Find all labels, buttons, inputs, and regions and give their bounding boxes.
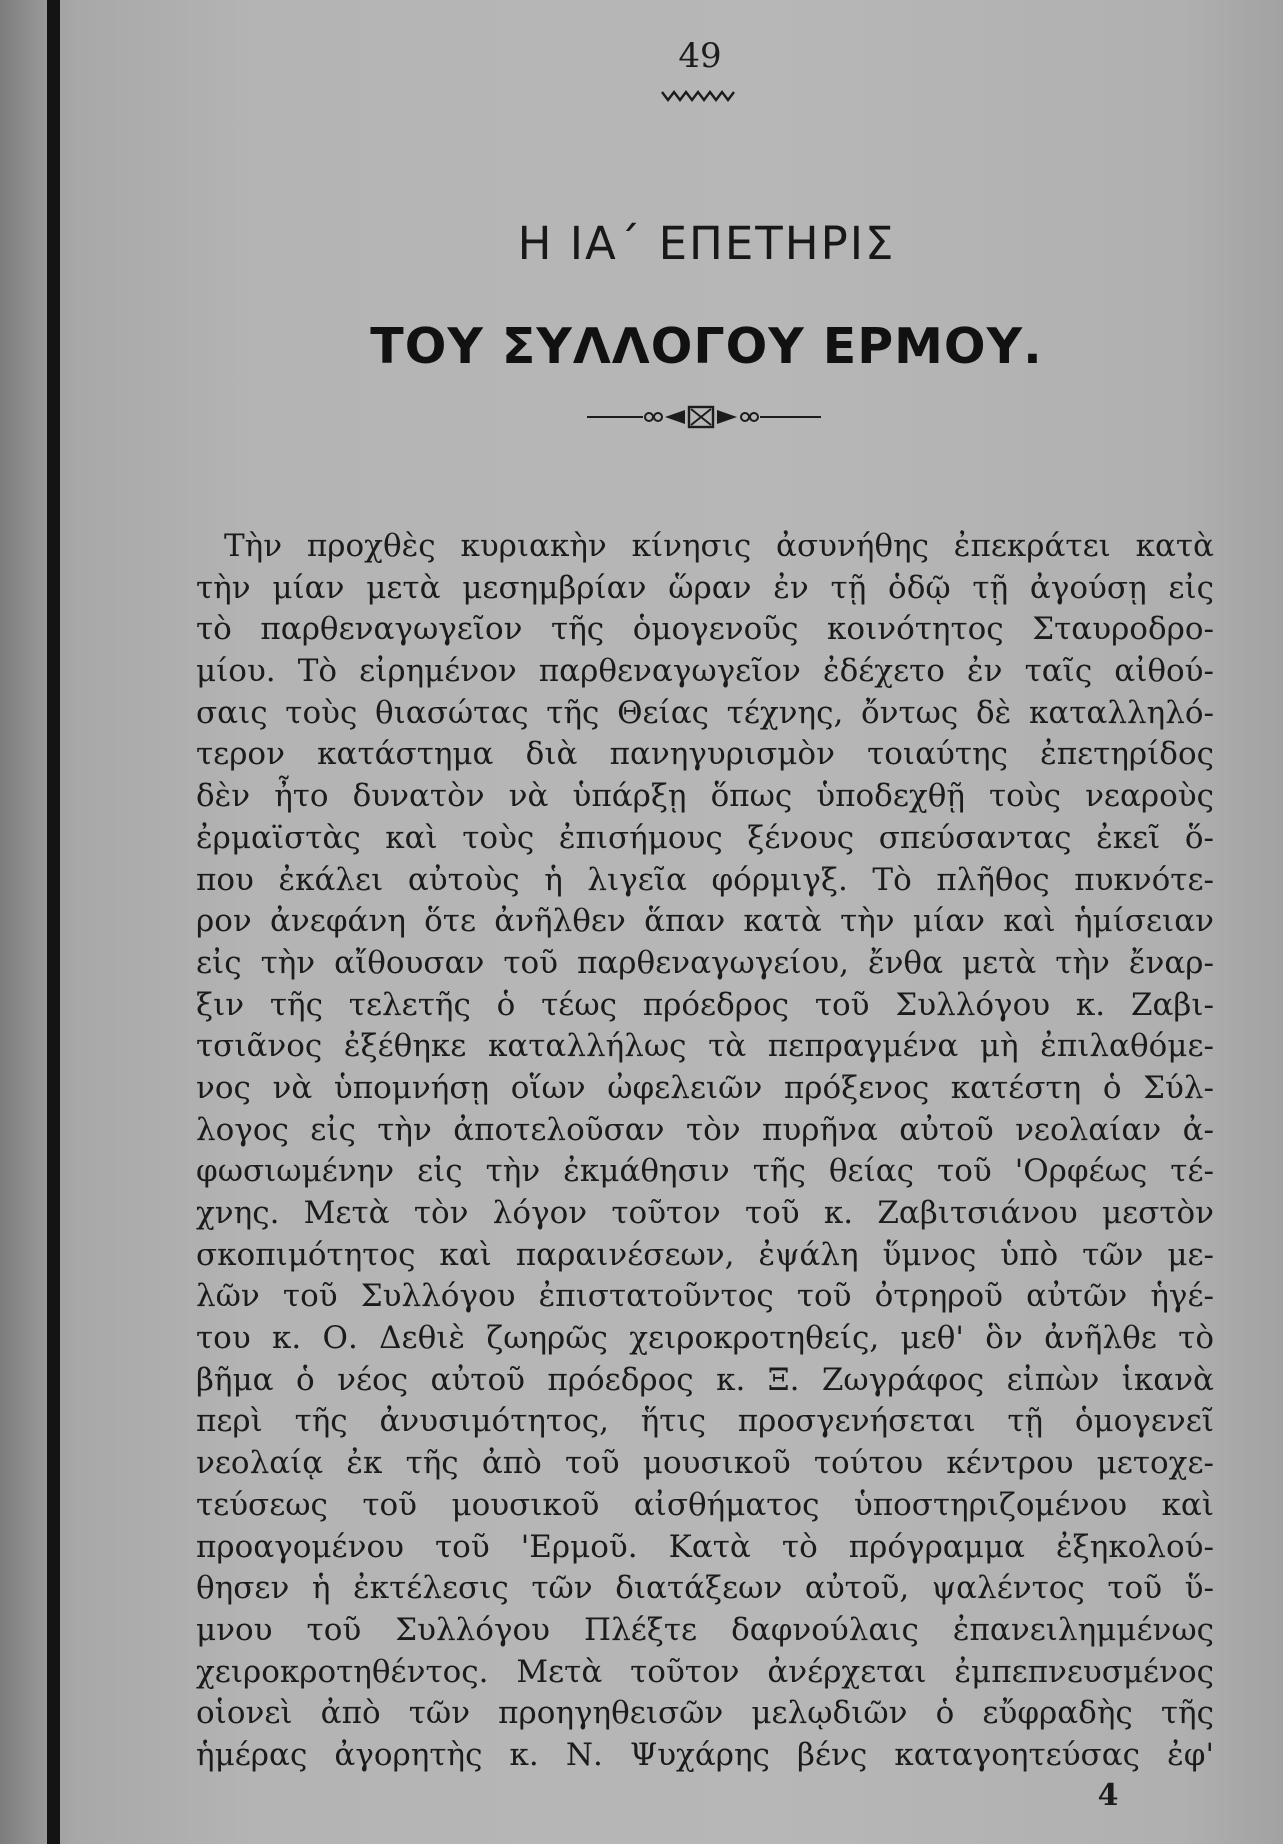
body-line: φωσιωμένην εἰς τὴν ἐκμάθησιν τῆς θείας τοῦ 'Ορφέως τέ- [196,1153,1214,1190]
body-line: τεύσεως τοῦ μουσικοῦ αἰσθήματος ὑποστηριζομένου καὶ [196,1486,1214,1523]
body-line: ξιν τῆς τελετῆς ὁ τέως πρόεδρος τοῦ Συλλόγου κ. Ζαβι- [196,986,1214,1023]
body-line: μίου. Τὸ εἰρημένον παρθεναγωγεῖον ἐδέχετο ἐν ταῖς αἰθού- [196,653,1214,690]
title-line-2: ΤΟΥ ΣΥΛΛΟΓΟΥ ΕΡΜΟΥ. [370,318,1043,375]
binding-spine [47,0,60,1844]
body-line: χειροκροτηθέντος. Μετὰ τοῦτον ἀνέρχεται ἐμπεπνευσμένος [196,1653,1214,1690]
body-line: οἱονεὶ ἀπὸ τῶν προηγηθεισῶν μελῳδιῶν ὁ εὔφραδὴς τῆς [196,1695,1214,1732]
body-line: μνου τοῦ Συλλόγου Πλέξτε δαφνούλαις ἐπανειλημμένως [196,1611,1214,1648]
body-line: Τὴν προχθὲς κυριακὴν κίνησις ἀσυνήθης ἐπεκράτει κατὰ [224,528,1214,564]
title-line-1: Η ΙΑ΄ ΕΠΕΤΗΡΙΣ [517,217,896,270]
body-line: βῆμα ὁ νέος αὐτοῦ πρόεδρος κ. Ξ. Ζωγράφος εἰπὼν ἱκανὰ [196,1361,1214,1398]
body-line: τὴν μίαν μετὰ μεσημβρίαν ὥραν ἐν τῇ ὁδῷ τῇ ἀγούσῃ εἰς [196,569,1214,606]
ornamental-divider-icon [585,404,825,430]
body-line: λογος εἰς τὴν ἀποτελοῦσαν τὸν πυρῆνα αὐτοῦ νεολαίαν ἀ- [196,1111,1214,1148]
wave-rule-icon [660,88,738,104]
body-line: θησεν ἡ ἐκτέλεσις τῶν διατάξεων αὐτοῦ, ψαλέντος τοῦ ὕ- [196,1570,1214,1607]
signature-mark: 4 [1097,1778,1119,1813]
page-number: 49 [678,36,722,76]
page-edge-shadow [0,0,47,1844]
body-line: ἐρμαϊστὰς καὶ τοὺς ἐπισήμους ξένους σπεύσαντας ἐκεῖ ὅ- [196,819,1214,856]
body-line: τσιᾶνος ἐξέθηκε καταλλήλως τὰ πεπραγμένα μὴ ἐπιλαθόμε- [196,1028,1214,1065]
body-line: ἡμέρας ἀγορητὴς κ. Ν. Ψυχάρης βένς καταγοητεύσας ἐφ' [196,1736,1214,1773]
body-line: που ἐκάλει αὐτοὺς ἡ λιγεῖα φόρμιγξ. Τὸ πλῆθος πυκνότε- [196,861,1214,898]
body-line: χνης. Μετὰ τὸν λόγον τοῦτον τοῦ κ. Ζαβιτσιάνου μεστὸν [196,1195,1214,1231]
article-body [196,526,1214,1777]
body-line: νος νὰ ὑπομνήσῃ οἵων ὠφελειῶν πρόξενος κατέστη ὁ Σύλ- [196,1069,1214,1106]
body-line: προαγομένου τοῦ 'Ερμοῦ. Κατὰ τὸ πρόγραμμα ἐξηκολού- [196,1528,1214,1565]
body-line: ρον ἀνεφάνη ὅτε ἀνῆλθεν ἅπαν κατὰ τὴν μίαν καὶ ἡμίσειαν [196,903,1214,940]
body-line: σαις τοὺς θιασώτας τῆς Θείας τέχνης, ὄντως δὲ καταλληλό- [196,694,1214,731]
body-line: περὶ τῆς ἀνυσιμότητος, ἥτις προσγενήσεται τῇ ὁμογενεῖ [196,1403,1214,1440]
body-line: νεολαίᾳ ἐκ τῆς ἀπὸ τοῦ μουσικοῦ τούτου κέντρου μετοχε- [196,1445,1214,1482]
body-line: τὸ παρθεναγωγεῖον τῆς ὁμογενοῦς κοινότητος Σταυροδρο- [196,611,1214,648]
body-line: εἰς τὴν αἴθουσαν τοῦ παρθεναγωγείου, ἔνθα μετὰ τὴν ἔναρ- [196,944,1214,981]
body-line: του κ. Ο. Δεθιὲ ζωηρῶς χειροκροτηθείς, μεθ' ὃν ἀνῆλθε τὸ [196,1320,1214,1357]
body-line: τερον κατάστημα διὰ πανηγυρισμὸν τοιαύτης ἐπετηρίδος [196,736,1214,773]
body-line: δὲν ἦτο δυνατὸν νὰ ὑπάρξῃ ὅπως ὑποδεχθῇ τοὺς νεαροὺς [196,778,1214,815]
body-line: λῶν τοῦ Συλλόγου ἐπιστατοῦντος τοῦ ὀτρηροῦ αὐτῶν ἡγέ- [196,1278,1214,1315]
body-line: σκοπιμότητος καὶ παραινέσεων, ἐψάλη ὕμνος ὑπὸ τῶν με- [196,1236,1214,1273]
